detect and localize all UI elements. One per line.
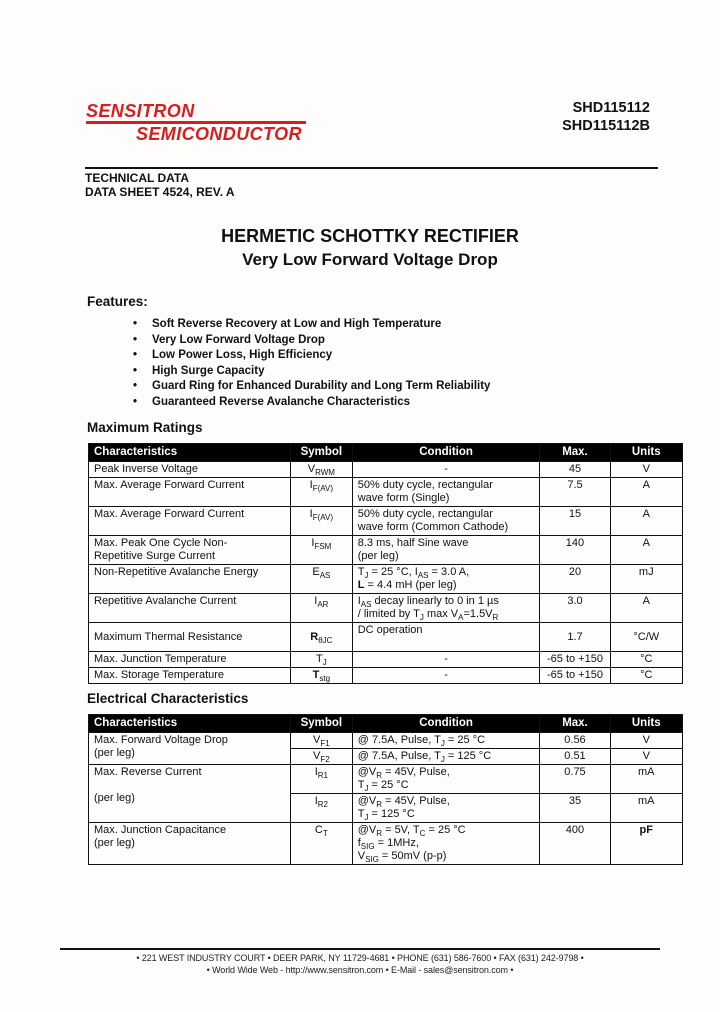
- table-cell: [610, 536, 682, 565]
- cell-line: V: [642, 463, 650, 475]
- text-run: = 125 °C: [368, 808, 415, 820]
- cell-line: [358, 766, 535, 779]
- cell-line: [358, 579, 535, 592]
- subscript: J: [440, 755, 445, 765]
- part-number-2: SHD115112B: [562, 118, 650, 134]
- cell-line: Max. Peak One Cycle Non-: [94, 537, 228, 549]
- text-run: = 5V, T: [382, 824, 420, 836]
- bold-text-run: R: [310, 630, 319, 643]
- cell-line: Max. Storage Temperature: [94, 669, 225, 681]
- text-run: V: [307, 463, 316, 475]
- subscript: F(AV): [312, 484, 334, 494]
- text-run: = 25 °C: [425, 824, 466, 836]
- table-cell: [540, 765, 610, 794]
- text-run: f: [357, 837, 361, 849]
- cell-line: [358, 566, 535, 579]
- text-run: V: [357, 850, 366, 862]
- cell-line: -: [444, 653, 448, 665]
- features-heading: Features:: [87, 294, 148, 309]
- table-cell: [352, 623, 540, 652]
- subscript: F2: [320, 755, 330, 765]
- cell-line: [296, 595, 347, 608]
- feature-text: Soft Reverse Recovery at Low and High Temperature: [152, 318, 442, 330]
- table-cell: [540, 652, 610, 668]
- table-row: [89, 668, 683, 684]
- table-cell: [352, 733, 540, 749]
- cell-line: 45: [568, 463, 582, 475]
- column-header: Symbol: [290, 444, 352, 462]
- text-run: = 25 °C: [444, 734, 486, 746]
- table-header-row: [89, 444, 683, 462]
- text-run: I: [309, 479, 313, 491]
- table-cell: [610, 668, 682, 684]
- table-cell: [610, 594, 682, 623]
- table-cell: [540, 733, 610, 749]
- brand-logo: [86, 102, 306, 143]
- cell-line: [358, 824, 535, 837]
- table-cell: [290, 794, 352, 823]
- features-list: [133, 317, 490, 411]
- bullet-icon: •: [133, 333, 138, 346]
- cell-line: [296, 824, 347, 837]
- table-cell: [290, 652, 352, 668]
- text-run: = 45V, Pulse,: [382, 795, 450, 807]
- subscript: F(AV): [312, 513, 334, 523]
- table-cell: [610, 507, 682, 536]
- text-run: = 50mV (p-p): [378, 850, 447, 862]
- text-run: = 25 °C, I: [368, 566, 418, 578]
- cell-line: [296, 750, 347, 763]
- cell-line: (per leg): [94, 747, 135, 759]
- text-run: = 25 °C: [368, 779, 409, 791]
- table-cell: [610, 652, 682, 668]
- table-cell: [89, 623, 291, 652]
- table-cell: [610, 733, 682, 749]
- cell-line: [296, 669, 347, 682]
- cell-line: [296, 566, 347, 579]
- table-cell: [610, 623, 682, 652]
- table-cell: [290, 765, 352, 794]
- text-run: @V: [357, 824, 377, 836]
- cell-line: 50% duty cycle, rectangular: [357, 508, 493, 520]
- text-run: decay linearly to 0 in 1 µs: [371, 595, 499, 607]
- table-cell: [89, 765, 291, 823]
- table-cell: [610, 462, 682, 478]
- subscript: R: [492, 613, 499, 623]
- table-cell: [352, 749, 540, 765]
- subscript: stg: [319, 674, 331, 684]
- subscript: AS: [360, 600, 372, 610]
- cell-line: A: [642, 595, 650, 607]
- table-cell: [290, 668, 352, 684]
- table-row: [89, 765, 683, 794]
- cell-line: [358, 850, 535, 863]
- subscript: AS: [319, 571, 331, 581]
- cell-line: A: [642, 479, 650, 491]
- table-cell: [290, 462, 352, 478]
- cell-line: [358, 608, 535, 621]
- cell-line: [358, 595, 535, 608]
- feature-text: Guard Ring for Enhanced Durability and Long Term Reliability: [152, 380, 491, 393]
- footer-address-line: • 221 WEST INDUSTRY COURT • DEER PARK, NY 11729-4681 • PHONE (631) 586-7600 • FAX (631) 242-9798 •: [136, 953, 584, 963]
- text-run: V: [313, 734, 321, 746]
- electrical-characteristics-table-grid: [88, 714, 683, 865]
- cell-line: 0.51: [564, 750, 586, 762]
- table-cell: [290, 507, 352, 536]
- text-run: = 1MHz,: [374, 837, 419, 849]
- table-cell: [540, 536, 610, 565]
- cell-line: [296, 537, 347, 550]
- column-header: Max.: [540, 715, 610, 733]
- subscript: R: [376, 771, 383, 781]
- cell-line: 15: [568, 508, 582, 520]
- cell-line: -65 to +150: [546, 653, 603, 665]
- cell-line: [94, 779, 285, 792]
- text-run: T: [315, 653, 323, 665]
- cell-line: [358, 837, 535, 850]
- title-line-1: HERMETIC SCHOTTKY RECTIFIER: [221, 226, 519, 246]
- table-header-row: [89, 715, 683, 733]
- cell-line: 50% duty cycle, rectangular: [357, 479, 493, 491]
- part-number-1: SHD115112: [572, 100, 650, 116]
- cell-line: Max. Junction Capacitance: [94, 824, 227, 836]
- cell-line: -: [444, 463, 448, 475]
- cell-line: mJ: [638, 566, 654, 578]
- table-cell: [89, 478, 291, 507]
- footer-web-line: • World Wide Web - http://www.sensitron.com • E-Mail - sales@sensitron.com •: [206, 965, 514, 975]
- subscript: J: [364, 813, 369, 823]
- column-header: Characteristics: [89, 715, 291, 733]
- table-cell: [290, 823, 352, 865]
- cell-line: 140: [565, 537, 585, 549]
- table-cell: [352, 794, 540, 823]
- text-run: = 125 °C: [444, 750, 492, 762]
- cell-line: [358, 779, 535, 792]
- cell-line: Peak Inverse Voltage: [94, 463, 198, 475]
- feature-text: Low Power Loss, High Efficiency: [152, 349, 333, 362]
- table-cell: [89, 668, 291, 684]
- cell-line: 0.75: [564, 766, 586, 778]
- table-cell: [89, 594, 291, 623]
- table-cell: [290, 478, 352, 507]
- cell-line: Max. Junction Temperature: [94, 653, 227, 665]
- text-run: I: [314, 795, 318, 807]
- table-cell: [540, 594, 610, 623]
- cell-line: (per leg): [94, 792, 135, 804]
- cell-line: V: [642, 750, 650, 762]
- cell-line: [358, 750, 535, 763]
- table-row: [89, 536, 683, 565]
- bullet-icon: •: [133, 318, 138, 330]
- table-cell: [352, 594, 540, 623]
- cell-line: -65 to +150: [546, 669, 603, 681]
- table-cell: [610, 794, 682, 823]
- cell-line: wave form (Single): [357, 492, 450, 504]
- table-cell: [540, 623, 610, 652]
- table-row: [89, 462, 683, 478]
- table-cell: [89, 565, 291, 594]
- table-cell: [290, 594, 352, 623]
- tech-data-line: TECHNICAL DATA: [85, 171, 189, 185]
- cell-line: Repetitive Avalanche Current: [94, 595, 237, 607]
- cell-line: 8.3 ms, half Sine wave: [357, 537, 469, 549]
- footer-rule: [60, 948, 660, 950]
- table-cell: [540, 749, 610, 765]
- text-run: @ 7.5A, Pulse, T: [357, 734, 441, 746]
- table-cell: [89, 536, 291, 565]
- table-cell: [352, 565, 540, 594]
- cell-line: Max. Reverse Current: [94, 766, 202, 778]
- subscript: J: [364, 784, 369, 794]
- table-cell: [89, 507, 291, 536]
- cell-line: Maximum Thermal Resistance: [94, 630, 243, 643]
- part-numbers: [562, 99, 650, 135]
- feature-text: Very Low Forward Voltage Drop: [152, 333, 325, 346]
- table-row: [89, 507, 683, 536]
- table-cell: [89, 652, 291, 668]
- cell-line: °C: [640, 669, 653, 681]
- cell-line: Repetitive Surge Current: [94, 550, 216, 562]
- header-rule: [85, 167, 658, 169]
- table-cell: [610, 749, 682, 765]
- subscript: AS: [417, 571, 429, 581]
- table-row: [89, 823, 683, 865]
- cell-line: A: [642, 537, 650, 549]
- cell-line: [296, 479, 347, 492]
- subscript: J: [440, 739, 445, 749]
- tech-data-block: [85, 171, 235, 199]
- feature-item: [133, 317, 490, 333]
- cell-line: Max. Forward Voltage Drop: [94, 734, 228, 746]
- text-run: I: [311, 537, 315, 549]
- cell-line: DC operation: [357, 624, 423, 636]
- subscript: J: [364, 571, 369, 581]
- title-line-2: Very Low Forward Voltage Drop: [242, 250, 498, 269]
- brand-name: SENSITRON: [86, 101, 195, 121]
- table-cell: [610, 478, 682, 507]
- table-cell: [540, 823, 610, 865]
- text-run: T: [357, 808, 365, 820]
- text-run: I: [314, 595, 318, 607]
- table-cell: [540, 668, 610, 684]
- cell-line: V: [642, 734, 650, 746]
- cell-line: [296, 508, 347, 521]
- cell-line: 3.0: [567, 595, 583, 607]
- cell-line: A: [642, 508, 650, 520]
- bullet-icon: •: [133, 364, 138, 377]
- cell-line: Max. Average Forward Current: [94, 479, 245, 491]
- text-run: / limited by T: [357, 608, 420, 620]
- cell-line: 400: [565, 824, 585, 836]
- column-header: Units: [610, 444, 682, 462]
- table-cell: [540, 478, 610, 507]
- bullet-icon: •: [133, 349, 138, 362]
- column-header: Units: [610, 715, 682, 733]
- column-header: Symbol: [290, 715, 352, 733]
- cell-line: (per leg): [357, 550, 399, 562]
- cell-line: 35: [568, 795, 582, 807]
- bold-text-run: T: [312, 669, 320, 681]
- text-run: C: [314, 824, 323, 836]
- table-cell: [352, 668, 540, 684]
- text-run: @ 7.5A, Pulse, T: [357, 750, 441, 762]
- cell-line: [296, 631, 347, 644]
- feature-item: [133, 348, 490, 364]
- table-cell: [290, 565, 352, 594]
- text-run: V: [313, 750, 321, 762]
- cell-line: Max. Average Forward Current: [94, 508, 245, 520]
- electrical-characteristics-heading: Electrical Characteristics: [87, 691, 249, 706]
- cell-line: -: [444, 669, 448, 681]
- cell-line: [296, 734, 347, 747]
- cell-line: [616, 824, 677, 837]
- cell-line: °C: [640, 653, 653, 665]
- bold-text-run: L: [357, 579, 365, 591]
- cell-line: [296, 795, 347, 808]
- footer-contact: [0, 952, 720, 976]
- datasheet-revision-line: DATA SHEET 4524, REV. A: [85, 185, 235, 199]
- cell-line: 0.56: [564, 734, 586, 746]
- column-header: Condition: [352, 715, 540, 733]
- feature-item: [133, 364, 490, 380]
- text-run: I: [314, 766, 318, 778]
- subscript: C: [419, 829, 426, 839]
- text-run: =1.5V: [463, 608, 493, 620]
- cell-line: [358, 734, 535, 747]
- subscript: SIG: [360, 842, 375, 852]
- text-run: @V: [357, 766, 377, 778]
- table-row: [89, 623, 683, 652]
- text-run: max V: [423, 608, 459, 620]
- subscript: FSM: [314, 542, 332, 552]
- table-cell: [352, 652, 540, 668]
- subscript: A: [458, 613, 464, 623]
- table-row: [89, 565, 683, 594]
- subscript: R1: [317, 771, 328, 781]
- cell-line: wave form (Common Cathode): [357, 521, 509, 533]
- cell-line: [358, 795, 535, 808]
- electrical-characteristics-table: [88, 714, 683, 865]
- bullet-icon: •: [133, 395, 138, 408]
- table-cell: [352, 462, 540, 478]
- column-header: Condition: [352, 444, 540, 462]
- cell-line: [296, 766, 347, 779]
- max-ratings-table: [88, 443, 683, 684]
- subscript: R: [376, 800, 383, 810]
- table-cell: [610, 823, 682, 865]
- subscript: R2: [317, 800, 328, 810]
- table-cell: [610, 765, 682, 794]
- cell-line: mA: [638, 766, 655, 778]
- cell-line: Non-Repetitive Avalanche Energy: [94, 566, 259, 578]
- bold-text-run: pF: [639, 824, 653, 836]
- table-row: [89, 733, 683, 749]
- cell-line: 1.7: [567, 630, 583, 643]
- cell-line: [358, 637, 535, 650]
- feature-item: [133, 379, 490, 395]
- table-cell: [352, 507, 540, 536]
- cell-line: mA: [638, 795, 655, 807]
- table-cell: [540, 507, 610, 536]
- subscript: T: [322, 829, 328, 839]
- table-cell: [352, 823, 540, 865]
- text-run: = 4.4 mH (per leg): [364, 579, 457, 591]
- bullet-icon: •: [133, 380, 138, 393]
- brand-subname: SEMICONDUCTOR: [136, 124, 302, 144]
- cell-line: 7.5: [567, 479, 583, 491]
- max-ratings-heading: Maximum Ratings: [87, 420, 203, 435]
- cell-line: [296, 463, 347, 476]
- cell-line: [358, 808, 535, 821]
- cell-line: (per leg): [94, 837, 135, 849]
- table-cell: [290, 623, 352, 652]
- table-row: [89, 594, 683, 623]
- column-header: Max.: [540, 444, 610, 462]
- text-run: T: [357, 566, 365, 578]
- table-cell: [290, 536, 352, 565]
- subscript: SIG: [365, 855, 379, 865]
- subscript: RWM: [315, 468, 335, 478]
- cell-line: °C/W: [633, 630, 660, 643]
- subscript: R: [376, 829, 383, 839]
- subscript: AR: [317, 600, 329, 610]
- subscript: F1: [320, 739, 330, 749]
- table-cell: [540, 794, 610, 823]
- table-cell: [352, 478, 540, 507]
- table-cell: [290, 733, 352, 749]
- table-cell: [89, 462, 291, 478]
- feature-text: High Surge Capacity: [152, 364, 265, 377]
- text-run: = 3.0 A,: [428, 566, 470, 578]
- subscript: θJC: [318, 635, 333, 645]
- text-run: @V: [357, 795, 377, 807]
- table-cell: [290, 749, 352, 765]
- feature-text: Guaranteed Reverse Avalanche Characteristics: [152, 395, 411, 408]
- feature-item: [133, 333, 490, 349]
- document-title: [20, 226, 720, 270]
- table-cell: [540, 462, 610, 478]
- cell-line: 20: [568, 566, 582, 578]
- feature-item: [133, 395, 490, 411]
- table-cell: [89, 823, 291, 865]
- max-ratings-table-grid: [88, 443, 683, 684]
- text-run: T: [357, 779, 365, 791]
- table-cell: [540, 565, 610, 594]
- table-cell: [610, 565, 682, 594]
- subscript: J: [322, 658, 327, 668]
- table-cell: [89, 733, 291, 765]
- table-cell: [352, 536, 540, 565]
- text-run: I: [357, 595, 361, 607]
- text-run: I: [309, 508, 313, 520]
- subscript: J: [419, 613, 424, 623]
- table-row: [89, 478, 683, 507]
- table-cell: [352, 765, 540, 794]
- column-header: Characteristics: [89, 444, 291, 462]
- table-row: [89, 652, 683, 668]
- text-run: E: [312, 566, 320, 578]
- cell-line: [296, 653, 347, 666]
- text-run: = 45V, Pulse,: [382, 766, 450, 778]
